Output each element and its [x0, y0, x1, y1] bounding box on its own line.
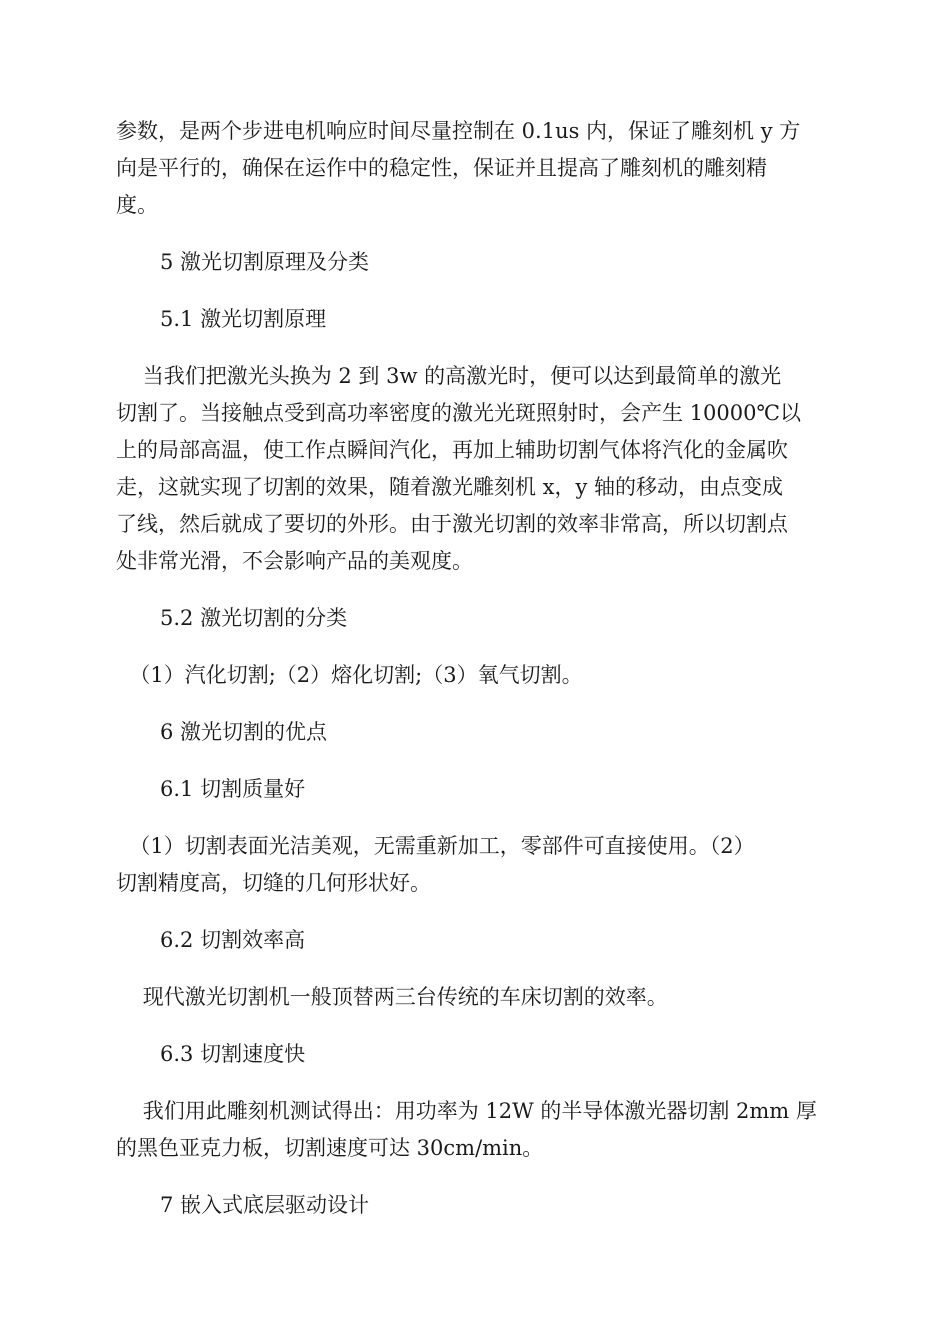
heading-section-7: 7 嵌入式底层驱动设计: [160, 1193, 370, 1217]
heading-section-6-3: 6.3 切割速度快: [160, 1042, 306, 1066]
text-line: 了线，然后就成了要切的外形。由于激光切割的效率非常高，所以切割点: [116, 512, 788, 536]
text-line: 上的局部高温，使工作点瞬间汽化，再加上辅助切割气体将汽化的金属吹: [116, 438, 788, 462]
heading-section-6-2: 6.2 切割效率高: [160, 928, 306, 952]
text-line: 度。: [116, 193, 158, 217]
heading-section-6-1: 6.1 切割质量好: [160, 777, 306, 801]
text-line: （1）切割表面光洁美观，无需重新加工，零部件可直接使用。（2）: [116, 834, 755, 858]
text-line: 处非常光滑，不会影响产品的美观度。: [116, 549, 473, 573]
heading-section-5: 5 激光切割原理及分类: [160, 250, 370, 274]
document-page: [116, 113, 836, 1224]
heading-section-5-2: 5.2 激光切割的分类: [160, 606, 348, 630]
paragraph-cutting-quality: [116, 828, 836, 902]
text-line: 当我们把激光头换为 2 到 3w 的高激光时，便可以达到最简单的激光: [116, 364, 782, 388]
paragraph-cutting-types: （1）汽化切割;（2）熔化切割;（3）氧气切割。: [116, 663, 583, 687]
paragraph-cutting-principle: [116, 358, 836, 580]
text-line: 走，这就实现了切割的效果，随着激光雕刻机 x，y 轴的移动，由点变成: [116, 475, 784, 499]
text-line: 的黑色亚克力板，切割速度可达 30cm/min。: [116, 1136, 544, 1160]
text-line: 向是平行的，确保在运作中的稳定性，保证并且提高了雕刻机的雕刻精: [116, 156, 767, 180]
text-line: 切割了。当接触点受到高功率密度的激光光斑照射时，会产生 10000℃以: [116, 401, 801, 425]
paragraph-cutting-efficiency: 现代激光切割机一般顶替两三台传统的车床切割的效率。: [116, 985, 668, 1009]
heading-section-5-1: 5.1 激光切割原理: [160, 307, 327, 331]
text-line: 参数，是两个步进电机响应时间尽量控制在 0.1us 内，保证了雕刻机 y 方: [116, 119, 801, 143]
text-line: 切割精度高，切缝的几何形状好。: [116, 871, 431, 895]
paragraph-stepper-params: [116, 113, 836, 224]
text-line: 我们用此雕刻机测试得出：用功率为 12W 的半导体激光器切割 2mm 厚: [116, 1099, 817, 1123]
heading-section-6: 6 激光切割的优点: [160, 720, 328, 744]
paragraph-cutting-speed: [116, 1093, 836, 1167]
